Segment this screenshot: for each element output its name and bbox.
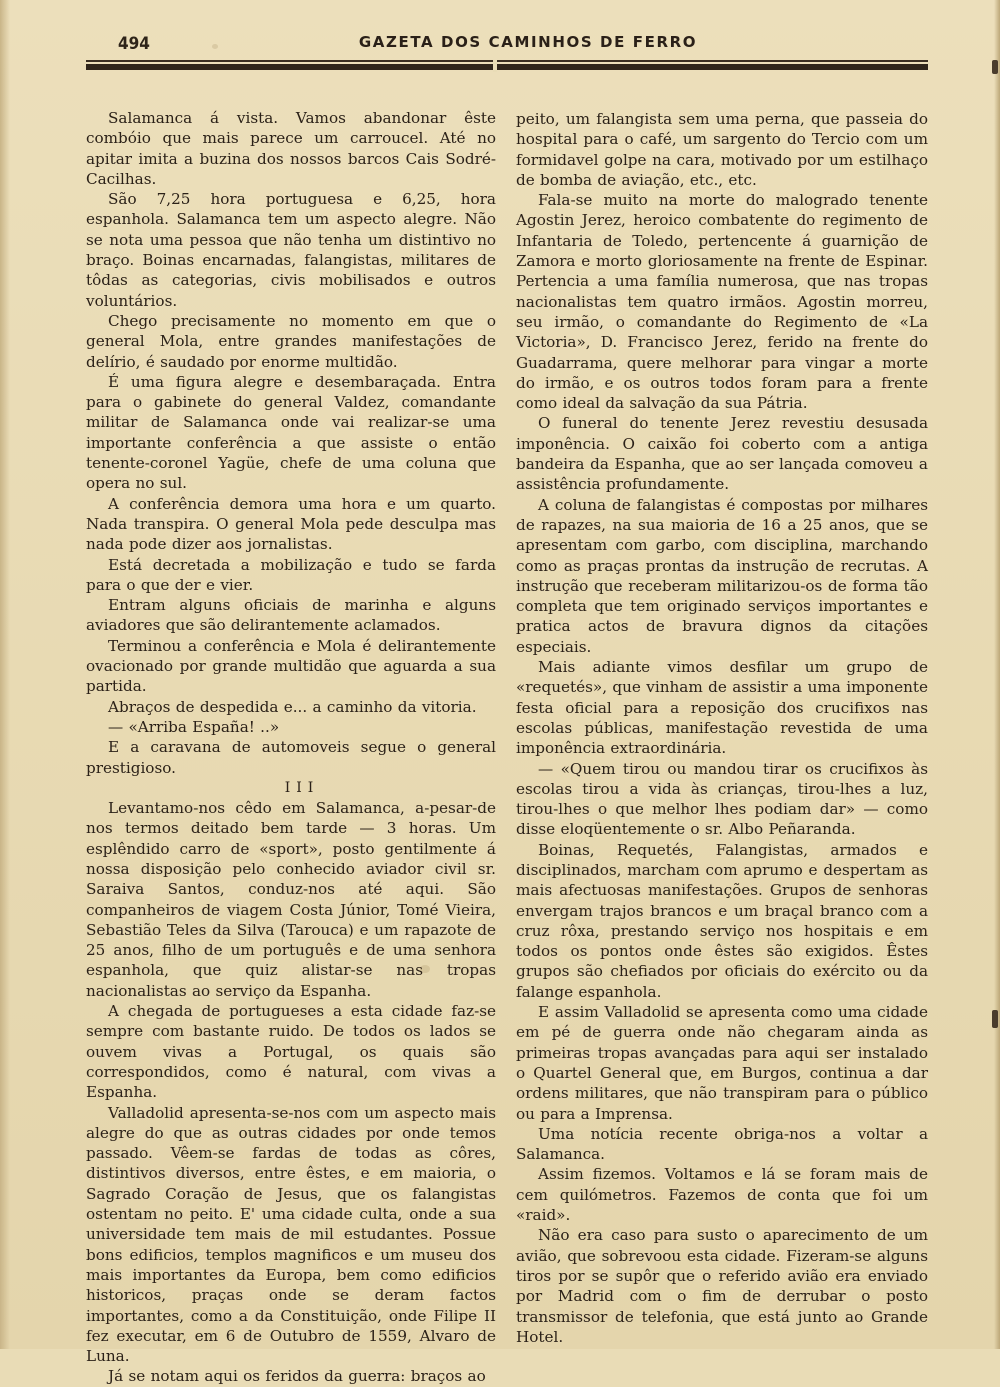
paragraph: Mais adiante vimos desfilar um grupo de «requetés», que vinham de assistir a uma imponente festa oficial para a reposição dos crucifixos nas escolas públicas, manifestação revestida de uma imponência extraordinária.	[516, 658, 928, 758]
journal-title: GAZETA DOS CAMINHOS DE FERRO	[358, 33, 698, 51]
paragraph: É uma figura alegre e desembaraçada. Entra para o gabinete do general Valdez, comandante militar de Salamanca onde vai realizar-se uma importante conferência a que assiste o então tenente-coronel Yagüe, chefe de uma coluna que opera no sul.	[86, 372, 496, 493]
page-header	[88, 30, 928, 56]
paper-stain	[420, 965, 430, 973]
paragraph: Já se notam aqui os feridos da guerra: braços ao	[108, 1367, 486, 1386]
paragraph: Valladolid apresenta-se-nos com um aspecto mais alegre do que as outras cidades por onde temos passado. Vêem-se fardas de todas as côres, distintivos diversos, entre êstes, e em maioria, o Sagrado Coração de Jesus, que os falangistas ostentam no peito. E' uma cidade culta, onde a sua universidade tem mais de mil estudantes. Possue bons edificios, templos magnificos e um museu dos mais importantes da Europa, bem como edificios historicos, praças onde se deram factos importantes, como a da Constituição, onde Filipe II fez executar, em 6 de Outubro de 1559, Alvaro de Luna.	[86, 1103, 496, 1366]
paragraph: E a caravana de automoveis segue o general prestigioso.	[86, 738, 496, 777]
paragraph: Uma notícia recente obriga-nos a voltar a Salamanca.	[516, 1124, 928, 1164]
header-rule	[86, 60, 928, 72]
section-marker: III	[284, 779, 320, 796]
paragraph: Boinas, Requetés, Falangistas, armados e disciplinados, marcham com aprumo e despertam as mais afectuosas manifestações. Grupos de senhoras envergam trajos brancos e um braçal branco com a cruz rôxa, prestando serviço nos hospitais e em todos os pontos onde êstes são exigidos. Êstes grupos são chefiados por oficiais do exército ou da falange espanhola.	[516, 840, 928, 1001]
page-number: 494	[118, 34, 150, 54]
paragraph: — «Quem tirou ou mandou tirar os crucifixos às escolas tirou a vida às crianças, tirou-lhes a luz, tirou-lhes o que melhor lhes podiam dar» — como disse eloqüentemente o sr. Albo Peñaranda.	[516, 759, 928, 839]
right-column	[516, 109, 928, 1347]
paragraph: Chego precisamente no momento em que o general Mola, entre grandes manifestações de delírio, é saudado por enorme multidão.	[86, 311, 496, 371]
paragraph: São 7,25 hora portuguesa e 6,25, hora espanhola. Salamanca tem um aspecto alegre. Não se nota uma pessoa que não tenha um distintivo no braço. Boinas encarnadas, falangistas, militares de tôdas as categorias, civis mobilisados e outros voluntários.	[86, 190, 496, 310]
paragraph: Levantamo-nos cêdo em Salamanca, a-pesar-de nos termos deitado bem tarde — 3 horas. Um esplêndido carro de «sport», posto gentilmente á nossa disposição pelo conhecido aviador civil sr. Saraiva Santos, conduz-nos até aqui. São companheiros de viagem Costa Júnior, Tomé Vieira, Sebastião Teles da Silva (Tarouca) e um rapazote de 25 anos, filho de um português e de uma senhora espanhola, que quiz alistar-se nas tropas nacionalistas ao serviço da Espanha.	[86, 799, 496, 1000]
right-column-paragraphs	[516, 109, 928, 1347]
page-edge-left	[0, 0, 10, 1349]
header-rule-break	[493, 60, 497, 72]
paragraph: A conferência demora uma hora e um quarto. Nada transpira. O general Mola pede desculpa mas nada pode dizer aos jornalistas.	[86, 494, 496, 554]
left-column-paragraphs	[86, 108, 496, 778]
paragraph: Terminou a conferência e Mola é delirantemente ovacionado por grande multidão que aguarda a sua partida.	[86, 636, 496, 696]
paragraph: Abraços de despedida e... a caminho da vitoria.	[108, 697, 477, 716]
paragraph: Está decretada a mobilização e tudo se farda para o que der e vier.	[86, 555, 496, 594]
paragraph: Entram alguns oficiais de marinha e alguns aviadores que são delirantemente aclamados.	[86, 596, 496, 635]
left-column	[86, 108, 496, 1387]
left-column-paragraphs-continued	[86, 798, 496, 1387]
paragraph: Fala-se muito na morte do malogrado tenente Agostin Jerez, heroico combatente do regimento de Infantaria de Toledo, pertencente á guarnição de Zamora e morto gloriosamente na frente de Espinar. Pertencia a uma família numerosa, que nas tropas nacionalistas tem quatro irmãos. Agostin morreu, seu irmão, o comandante do Regimento de «La Victoria», D. Francisco Jerez, ferido na frente do Guadarrama, quere melhorar para vingar a morte do irmão, e os outros todos foram para a frente como ideal da salvação da sua Pátria.	[516, 191, 928, 413]
paragraph: — «Arriba España! ..»	[108, 717, 280, 736]
paragraph: Não era caso para susto o aparecimento de um avião, que sobrevoou esta cidade. Fizeram-se alguns tiros por se supôr que o referido avião era enviado por Madrid com o fim de derrubar o posto transmissor de telefonia, que está junto ao Grande Hotel.	[516, 1226, 928, 1346]
paragraph: peito, um falangista sem uma perna, que passeia do hospital para o café, um sargento do Tercio com um formidavel golpe na cara, motivado por um estilhaço de bomba de aviação, etc., etc.	[516, 110, 928, 189]
paragraph: Salamanca á vista. Vamos abandonar êste combóio que mais parece um carroucel. Até no apitar imita a buzina dos nossos barcos Cais Sodré-Cacilhas.	[86, 109, 496, 188]
paragraph: O funeral do tenente Jerez revestiu desusada imponência. O caixão foi coberto com a antiga bandeira da Espanha, que ao ser lançada comoveu a assistência profundamente.	[516, 414, 928, 494]
paper-stain	[212, 44, 218, 49]
paragraph: A coluna de falangistas é compostas por milhares de rapazes, na sua maioria de 16 a 25 anos, que se apresentam com garbo, com disciplina, marchando como as praças prontas da instrução de recrutas. A instrução que receberam militarizou-os de forma tão completa que tem originado serviços importantes e pratica actos de bravura dignos da citações especiais.	[516, 495, 928, 656]
paragraph: A chegada de portugueses a esta cidade faz-se sempre com bastante ruido. De todos os lados se ouvem vivas a Portugal, os quais são correspondidos, como é natural, com vivas a Espanha.	[86, 1002, 496, 1102]
binding-mark	[992, 60, 998, 74]
page-edge-right	[994, 0, 1000, 1349]
paragraph: Assim fizemos. Voltamos e lá se foram mais de cem quilómetros. Fazemos de conta que foi um «raid».	[516, 1165, 928, 1225]
paragraph: E assim Valladolid se apresenta como uma cidade em pé de guerra onde não chegaram ainda as primeiras tropas avançadas para aqui ser instalado o Quartel General que, em Burgos, continua a dar ordens militares, que não transpiram para o público ou para a Imprensa.	[516, 1003, 928, 1123]
binding-mark	[992, 1010, 998, 1028]
